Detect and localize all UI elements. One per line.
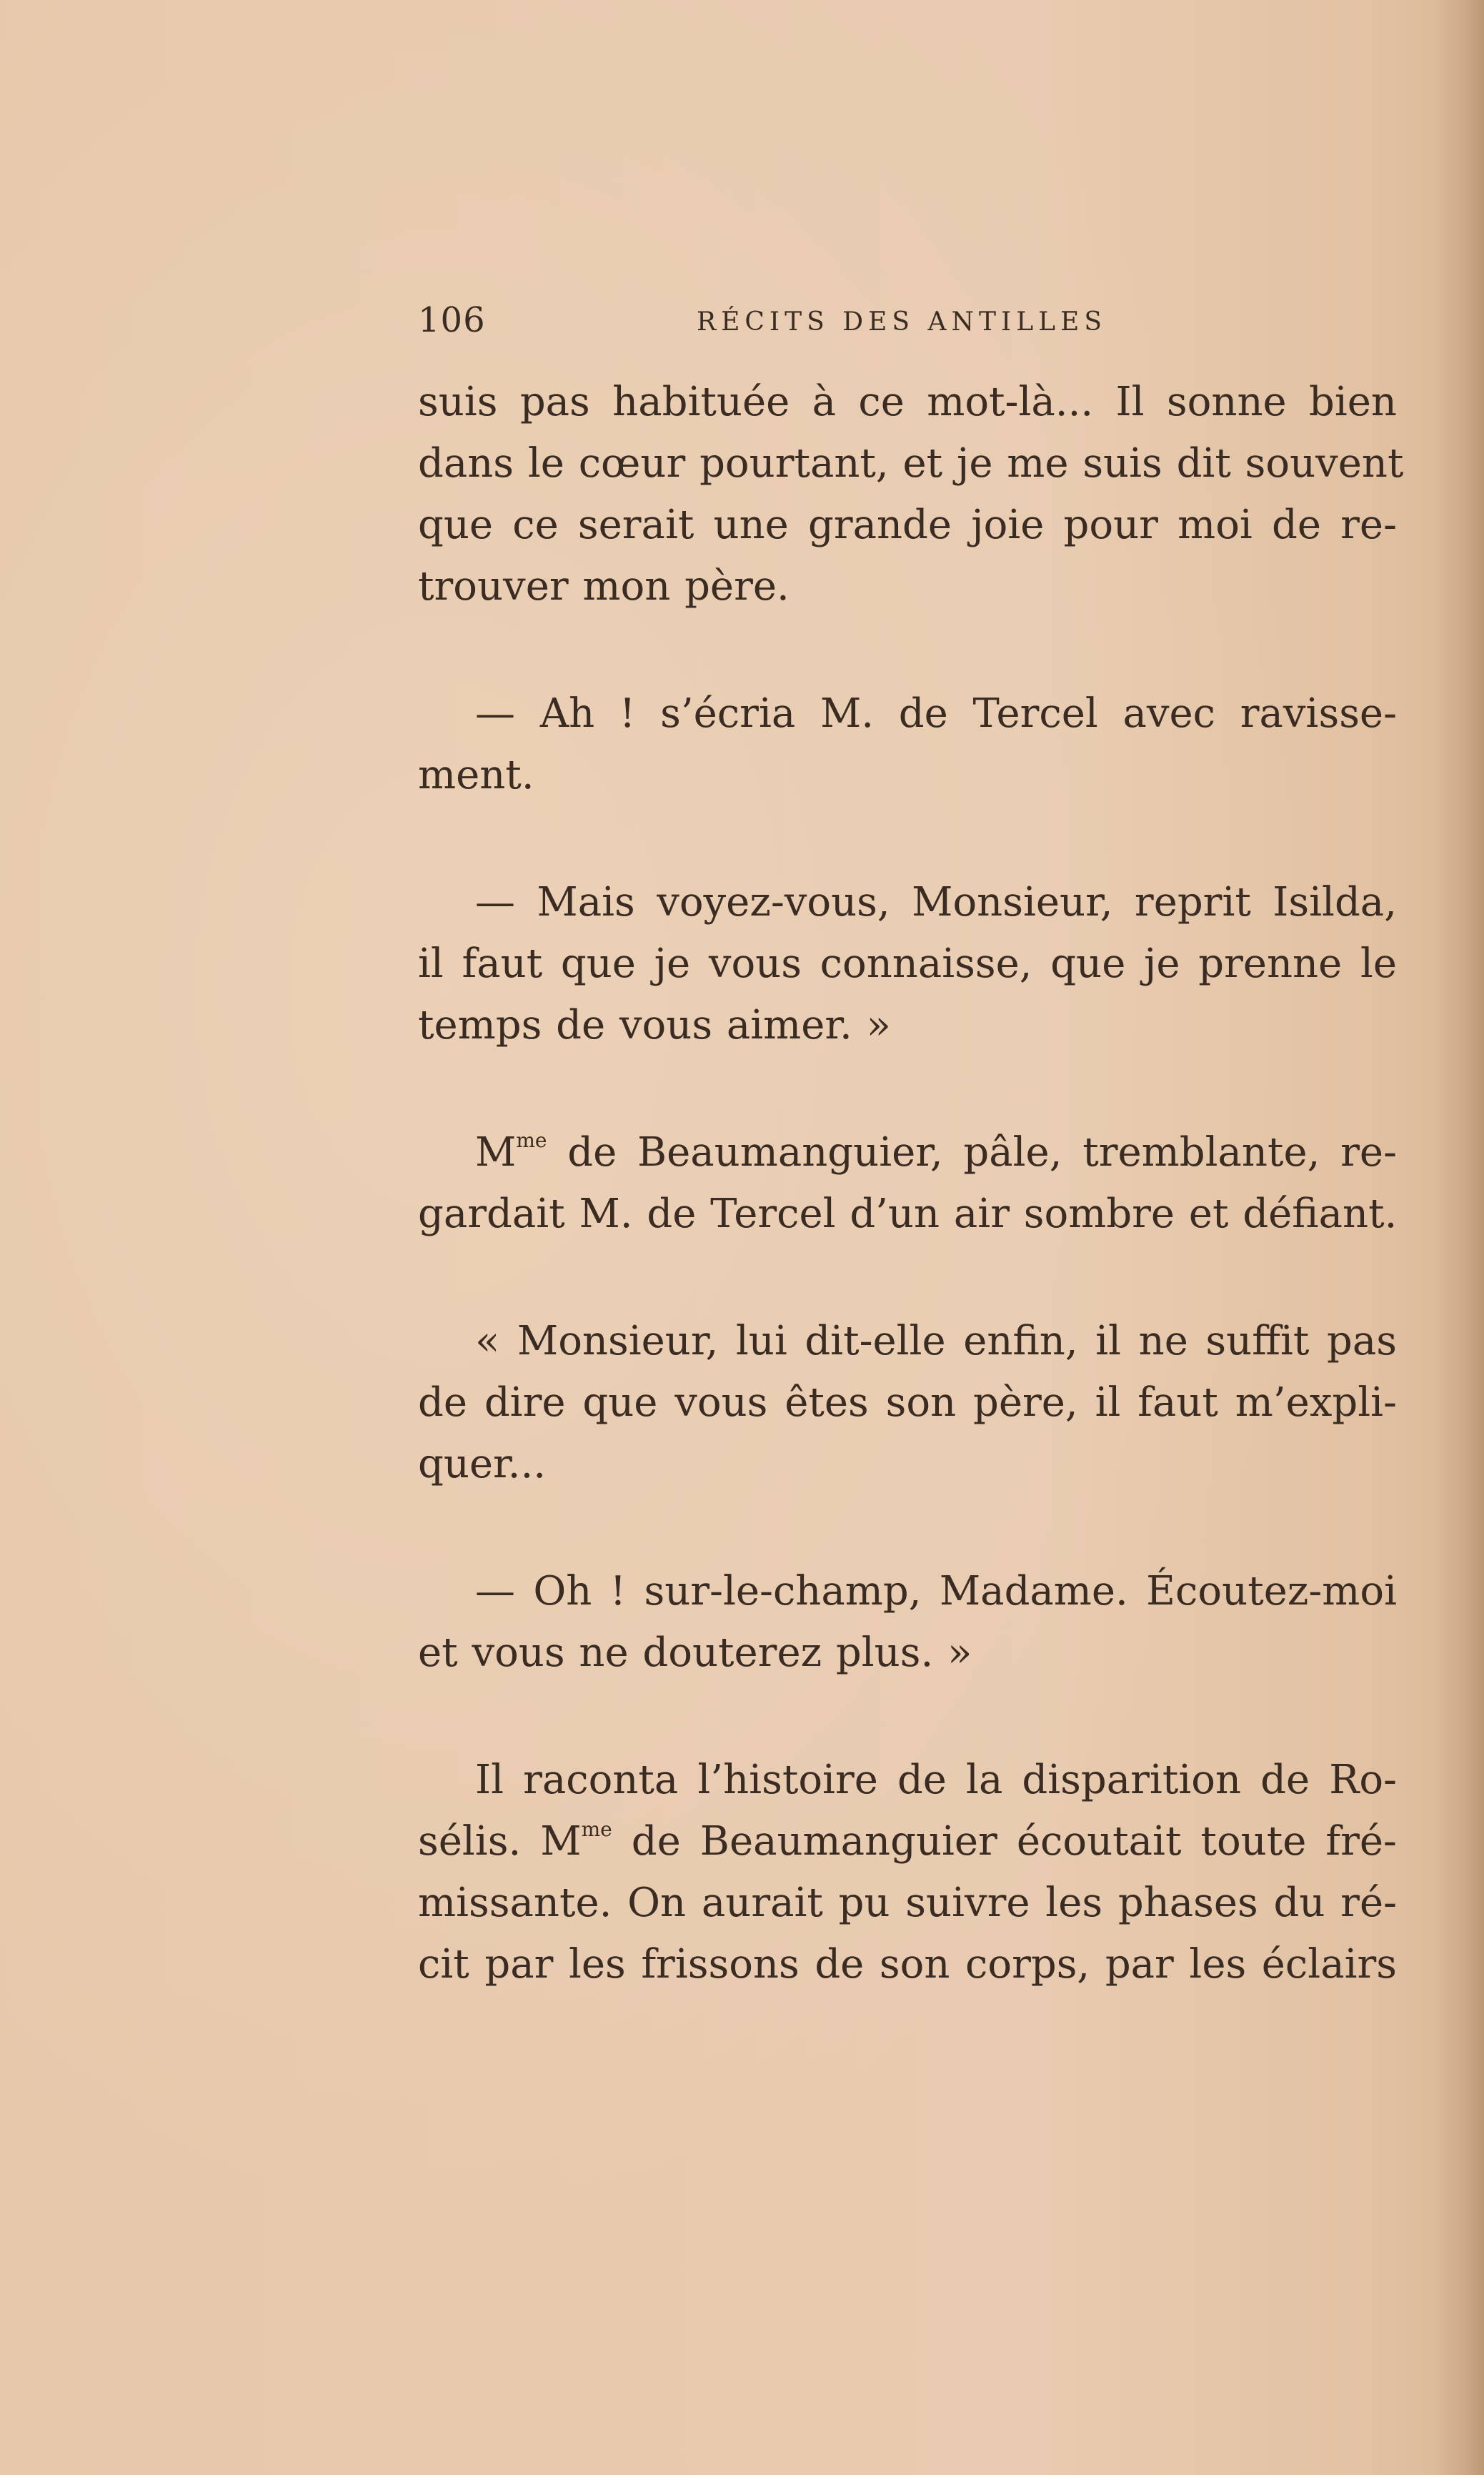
page-number: 106 xyxy=(418,300,486,340)
abbreviation xyxy=(540,1818,612,1865)
paragraph-3 xyxy=(418,872,1397,1056)
abbr-letter: M xyxy=(540,1818,582,1865)
text-line: il faut que je vous connaisse, que je prenne le xyxy=(418,941,1397,987)
paragraph-2 xyxy=(418,683,1397,806)
text-line: ment. xyxy=(418,752,534,798)
abbreviation xyxy=(475,1129,547,1176)
text-line: — Oh ! sur-le-champ, Madame. Écoutez-moi xyxy=(475,1568,1397,1615)
text-line xyxy=(418,1122,1397,1184)
text-line: « Monsieur, lui dit-elle enfin, il ne suffit pas xyxy=(475,1318,1397,1364)
text-line: suis pas habituée à ce mot-là... Il sonne bien xyxy=(418,379,1397,425)
page-edge-shadow xyxy=(1434,0,1484,2475)
text-line: Il raconta l’histoire de la disparition de Ro- xyxy=(475,1757,1397,1803)
paragraph-4 xyxy=(418,1122,1397,1245)
text-line: gardait M. de Tercel d’un air sombre et défiant. xyxy=(418,1191,1398,1237)
paragraph-6 xyxy=(418,1561,1397,1684)
line-text: de Beaumanguier, pâle, tremblante, re- xyxy=(567,1129,1397,1176)
body-text xyxy=(418,372,1404,1995)
text-line: que ce serait une grande joie pour moi de re- xyxy=(418,502,1397,548)
text-line: — Mais voyez-vous, Monsieur, reprit Isilda, xyxy=(475,879,1397,926)
text-line: et vous ne douterez plus. » xyxy=(418,1630,972,1676)
text-line: missante. On aurait pu suivre les phases du ré- xyxy=(418,1880,1397,1926)
abbr-superscript: me xyxy=(581,1817,612,1841)
paragraph-7 xyxy=(418,1750,1397,1995)
running-title: RÉCITS DES ANTILLES xyxy=(697,307,1107,337)
text-line xyxy=(418,1811,1397,1873)
line-prefix: sélis. xyxy=(418,1818,522,1865)
page-header xyxy=(418,300,1397,343)
text-line: trouver mon père. xyxy=(418,563,790,610)
abbr-letter: M xyxy=(475,1129,517,1176)
paragraph-1 xyxy=(418,372,1404,617)
abbr-superscript: me xyxy=(516,1129,547,1152)
paragraph-5 xyxy=(418,1311,1397,1495)
line-text: de Beaumanguier écoutait toute fré- xyxy=(631,1818,1397,1865)
text-line: quer... xyxy=(418,1441,547,1487)
text-line: cit par les frissons de son corps, par les éclairs xyxy=(418,1941,1397,1988)
text-line: — Ah ! s’écria M. de Tercel avec ravisse- xyxy=(475,690,1397,737)
text-line: temps de vous aimer. » xyxy=(418,1002,891,1048)
text-line: de dire que vous êtes son père, il faut m’expli- xyxy=(418,1379,1397,1426)
text-line: dans le cœur pourtant, et je me suis dit souvent xyxy=(418,440,1404,487)
